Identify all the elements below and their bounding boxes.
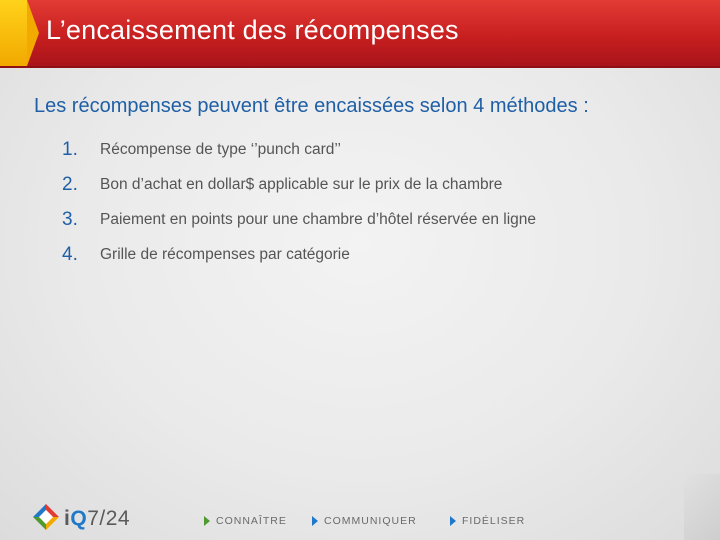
list-item-text: Bon d’achat en dollar$ applicable sur le prix de la chambre <box>100 175 503 193</box>
list-item-text: Grille de récompenses par catégorie <box>100 245 350 263</box>
list-item <box>62 237 536 272</box>
title-tab-accent <box>0 0 27 66</box>
list-item-number: 2. <box>62 173 78 195</box>
arrow-right-icon <box>312 516 318 526</box>
list-item <box>62 132 536 167</box>
intro-text: Les récompenses peuvent être encaissées selon 4 méthodes : <box>34 95 589 117</box>
list-item <box>62 202 536 237</box>
footer-step-communiquer <box>312 513 417 529</box>
slide-title: L’encaissement des récompenses <box>46 15 459 45</box>
title-bar <box>0 0 720 68</box>
footer-step-label: CONNAÎTRE <box>216 515 287 527</box>
iq-logo-icon <box>31 502 61 532</box>
list-item-text: Récompense de type ‘’punch card’’ <box>100 140 341 158</box>
footer-step-connaitre <box>204 513 287 529</box>
footer-step-fideliser <box>450 513 525 529</box>
list-item-text: Paiement en points pour une chambre d’hôtel réservée en ligne <box>100 210 536 228</box>
arrow-right-icon <box>204 516 210 526</box>
footer-step-label: FIDÉLISER <box>462 515 526 527</box>
list-item-number: 3. <box>62 208 78 230</box>
logo-letter-q: Q <box>70 507 88 530</box>
page-curl-decoration <box>684 474 720 540</box>
footer-step-label: COMMUNIQUER <box>324 515 417 527</box>
list-item-number: 4. <box>62 243 78 265</box>
list-item <box>62 167 536 202</box>
list-item-number: 1. <box>62 138 78 160</box>
logo-number: 7/24 <box>87 507 131 530</box>
logo-letter-i: i <box>64 507 71 530</box>
brand-logo-text <box>64 507 130 531</box>
method-list <box>62 132 536 272</box>
arrow-right-icon <box>450 516 456 526</box>
